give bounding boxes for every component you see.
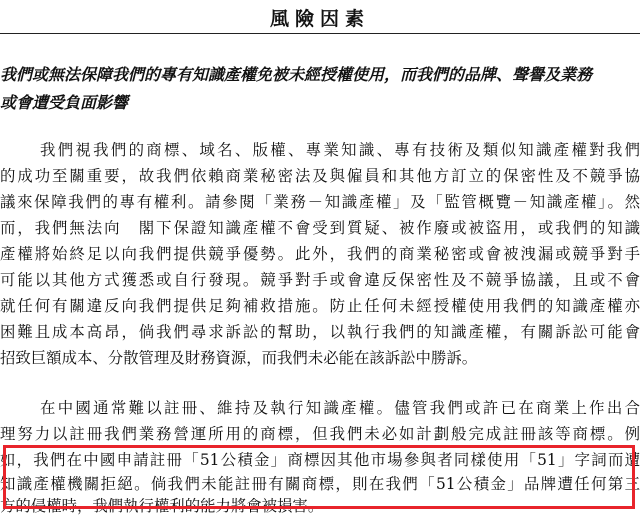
paragraph-line: 我們視我們的商標、域名、版權、專業知識、專有技術及類似知識產權對我們 [40,141,640,159]
paragraph-line: 的成功至關重要，故我們依賴商業秘密法及與僱員和其他方訂立的保密性及不競爭協 [0,167,640,185]
section-heading-line-1: 我們或無法保障我們的專有知識產權免被未經授權使用，而我們的品牌、聲譽及業務 [0,65,593,84]
paragraph-line: 招致巨額成本、分散管理及財務資源，而我們未必能在該訴訟中勝訴。 [0,349,478,367]
paragraph-line: 而，我們無法向 閣下保證知識產權不會受到質疑、被作廢或被盜用，或我們的知識 [0,219,640,237]
paragraph-line: 在中國通常難以註冊、維持及執行知識產權。儘管我們或許已在商業上作出合 [40,399,640,417]
section-heading-line-2: 或會遭受負面影響 [0,93,129,112]
paragraph-line: 可能以其他方式獲悉或自行發現。競爭對手或會違反保密性及不競爭協議，且或不會 [0,271,640,289]
header-divider [0,33,640,34]
page-header-title: 風險因素 [269,8,370,30]
paragraph-line: 知識產權機關拒絕。倘我們未能註冊有關商標，則在我們「51公積金」品牌遭任何第三 [0,475,640,493]
paragraph-line: 困難且成本高昂，倘我們尋求訴訟的幫助，以執行我們的知識產權，有關訴訟可能會 [0,323,640,341]
paragraph-line: 產權將始終足以向我們提供競爭優勢。此外，我們的商業秘密或會被洩漏或競爭對手 [0,245,640,263]
paragraph-line: 如，我們在中國申請註冊「51公積金」商標因其他市場參與者同樣使用「51」字詞而遭 [0,451,640,469]
paragraph-line: 議來保障我們的專有權利。請參閱「業務－知識產權」及「監管概覽－知識產權」。然 [0,193,640,211]
paragraph-line: 就任何有關違反向我們提供足夠補救措施。防止任何未經授權使用我們的知識產權亦 [0,297,640,315]
paragraph-line: 理努力以註冊我們業務營運所用的商標，但我們未必如計劃般完成註冊該等商標。例 [0,425,640,443]
highlight-annotation-box [3,445,635,509]
paragraph-line: 方的侵權時，我們執行權利的能力將會被損害。 [0,497,324,515]
